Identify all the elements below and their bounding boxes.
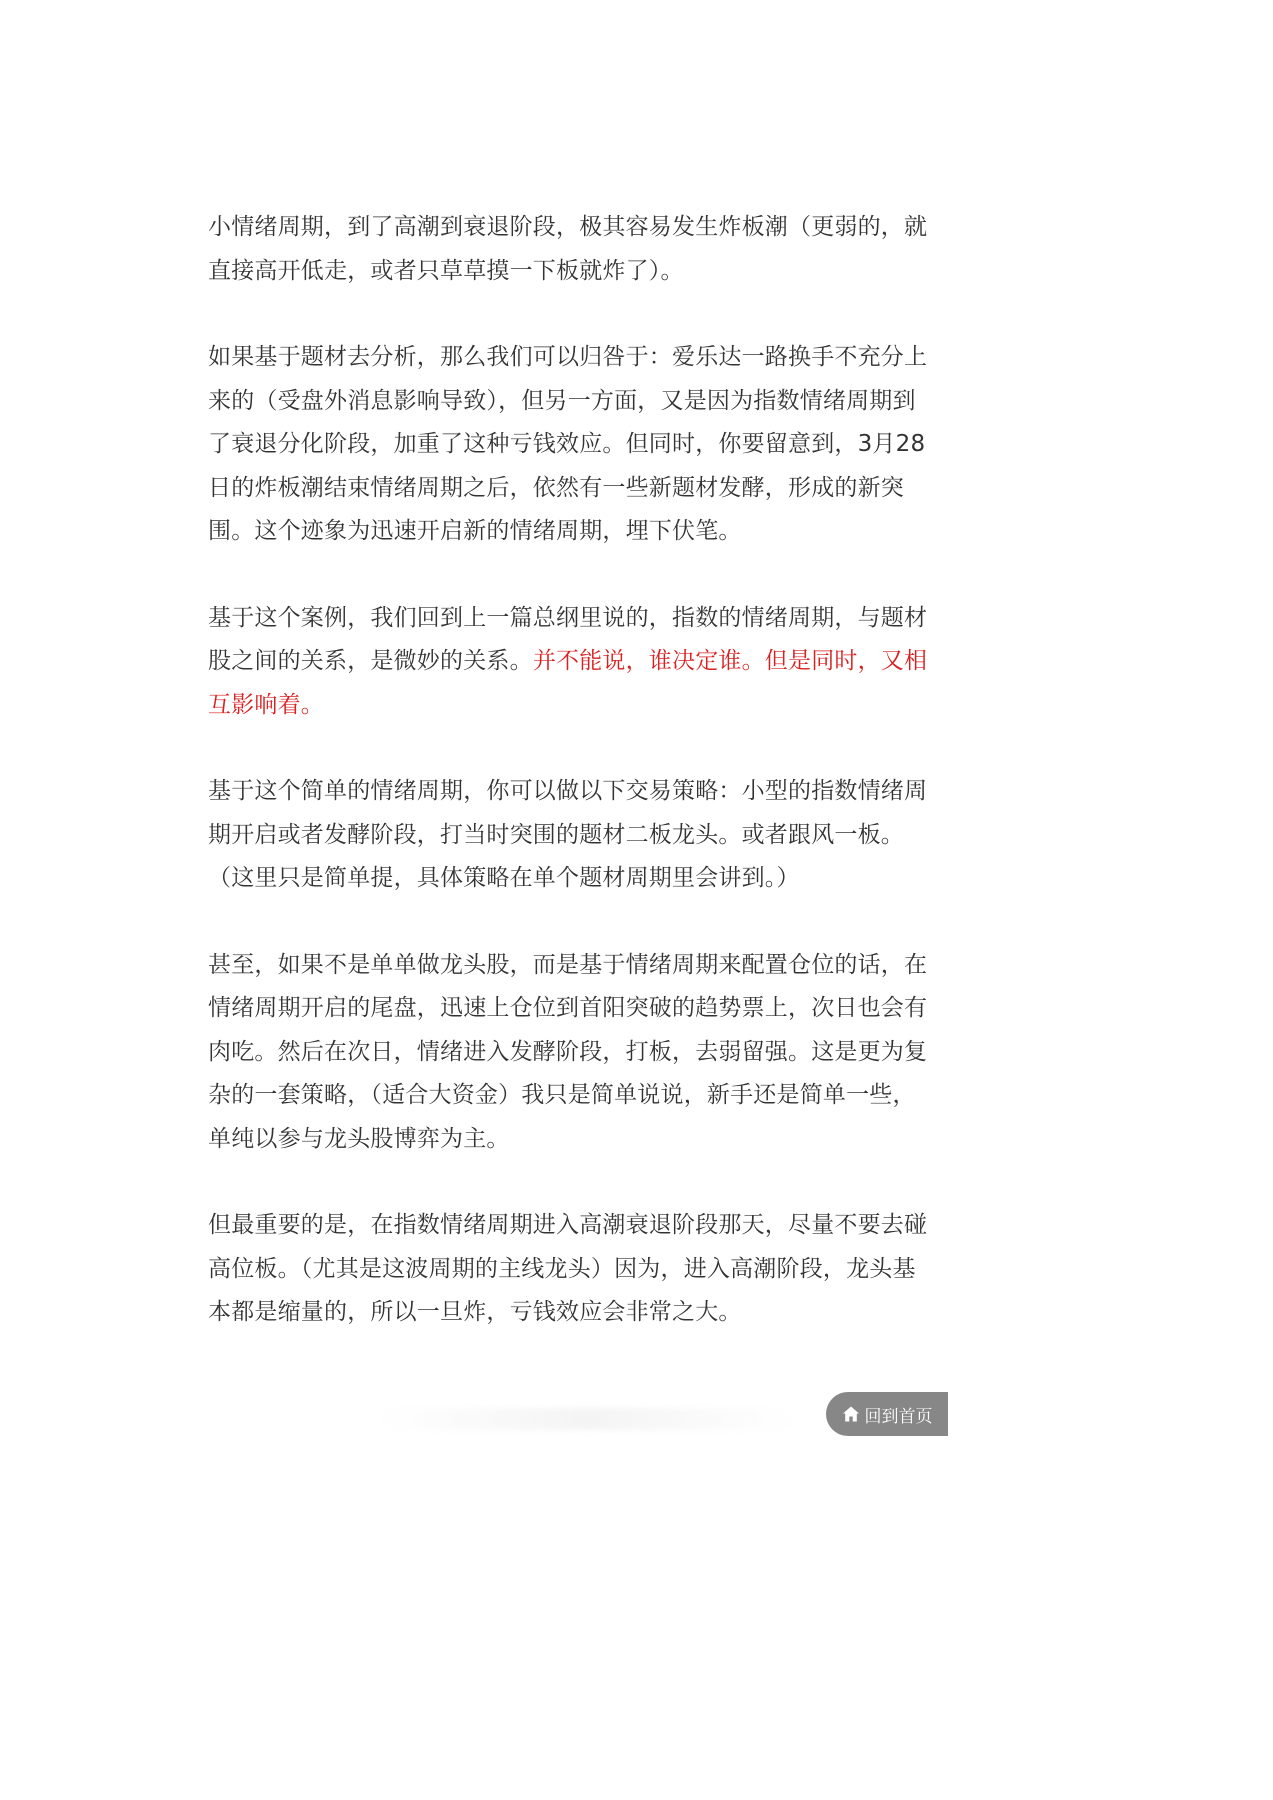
article-paragraph: [208, 336, 938, 554]
paragraph-text: 基于这个简单的情绪周期，你可以做以下交易策略：小型的指数情绪周期开启或者发酵阶段，打当时突围的题材二板龙头。或者跟风一板。（这里只是简单提，具体策略在单个题材周期里会讲到。）: [208, 778, 928, 891]
paragraph-text: 但最重要的是，在指数情绪周期进入高潮衰退阶段那天，尽量不要去碰高位板。（尤其是这波周期的主线龙头）因为，进入高潮阶段，龙头基本都是缩量的，所以一旦炸，亏钱效应会非常之大。: [208, 1212, 928, 1325]
article-body: [208, 206, 938, 1378]
home-icon: [842, 1405, 860, 1423]
loading-blur: [380, 1408, 800, 1430]
paragraph-text: 如果基于题材去分析，那么我们可以归咎于：爱乐达一路换手不充分上来的（受盘外消息影响导致），但另一方面，又是因为指数情绪周期到了衰退分化阶段，加重了这种亏钱效应。但同时，你要留意到，3月28日的炸板潮结束情绪周期之后，依然有一些新题材发酵，形成的新突围。这个迹象为迅速开启新的情绪周期，埋下伏笔。: [208, 344, 928, 544]
article-paragraph: [208, 597, 938, 728]
article-paragraph: [208, 206, 938, 293]
paragraph-text: 甚至，如果不是单单做龙头股，而是基于情绪周期来配置仓位的话，在情绪周期开启的尾盘，迅速上仓位到首阳突破的趋势票上，次日也会有肉吃。然后在次日，情绪进入发酵阶段，打板，去弱留强。这是更为复杂的一套策略，（适合大资金）我只是简单说说，新手还是简单一些，单纯以参与龙头股博弈为主。: [208, 951, 928, 1152]
article-paragraph: [208, 1204, 938, 1335]
highlighted-text: 并不能说，谁决定谁。但是同时，又相互影响着。: [208, 648, 928, 718]
back-to-home-label: 回到首页: [864, 1406, 933, 1427]
article-paragraph: [208, 770, 938, 901]
back-to-home-button[interactable]: [826, 1392, 948, 1436]
paragraph-text: 小情绪周期，到了高潮到衰退阶段，极其容易发生炸板潮（更弱的，就直接高开低走，或者只草草摸一下板就炸了）。: [208, 214, 928, 284]
article-paragraph: [208, 944, 938, 1162]
paragraph-text: 基于这个案例，我们回到上一篇总纲里说的，指数的情绪周期，与题材股之间的关系，是微妙的关系。: [208, 604, 928, 674]
